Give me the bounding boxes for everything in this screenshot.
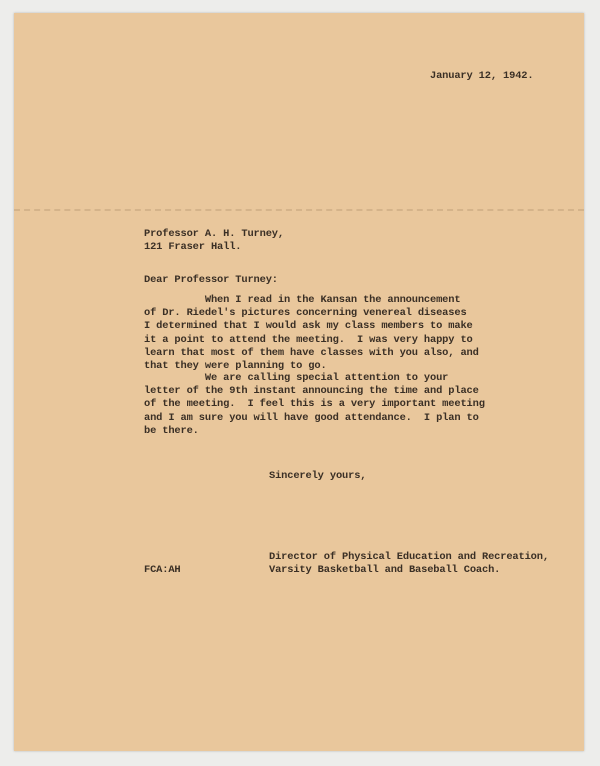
- salutation: Dear Professor Turney:: [144, 274, 278, 286]
- paragraph-line: and I am sure you will have good attendance. I plan to: [144, 411, 479, 424]
- paragraph-line: of the meeting. I feel this is a very important meeting: [144, 398, 485, 411]
- paragraph-line: that they were planning to go.: [144, 360, 327, 373]
- signature-title: Varsity Basketball and Baseball Coach.: [269, 564, 501, 577]
- closing: Sincerely yours,: [269, 470, 367, 482]
- paragraph-line: learn that most of them have classes with you also, and: [144, 346, 479, 359]
- reference-initials: FCA:AH: [144, 564, 181, 576]
- signature-block: [269, 551, 549, 577]
- paragraph-2: [144, 372, 485, 438]
- paragraph-line: I determined that I would ask my class members to make: [144, 320, 473, 333]
- recipient-street: 121 Fraser Hall.: [144, 241, 242, 254]
- paragraph-line: of Dr. Riedel's pictures concerning venereal diseases: [144, 307, 467, 320]
- recipient-address: [144, 228, 284, 254]
- paragraph-1: [144, 294, 479, 373]
- letter-page: [14, 13, 584, 751]
- paragraph-line: it a point to attend the meeting. I was very happy to: [144, 333, 473, 346]
- signature-title: Director of Physical Education and Recreation,: [269, 551, 549, 563]
- paragraph-line: When I read in the Kansan the announcement: [144, 294, 461, 306]
- paragraph-line: be there.: [144, 424, 199, 437]
- recipient-name: Professor A. H. Turney,: [144, 228, 284, 240]
- paragraph-line: We are calling special attention to your: [144, 372, 449, 384]
- fold-line: [14, 209, 584, 211]
- letter-date: January 12, 1942.: [430, 70, 534, 82]
- paragraph-line: letter of the 9th instant announcing the time and place: [144, 385, 479, 398]
